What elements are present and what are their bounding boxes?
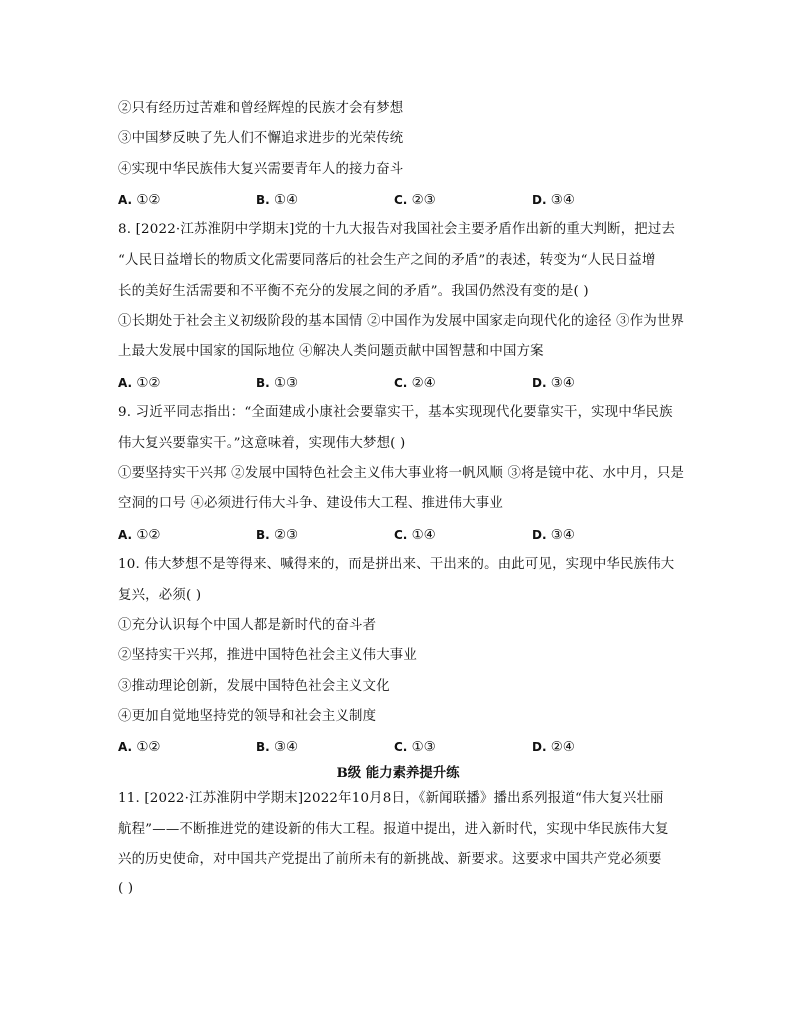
q9-stem-line: 9. 习近平同志指出：“全面建成小康社会要靠实干，基本实现现代化要靠实干，实现中华民族: [118, 405, 673, 420]
q8-stem-line: “人民日益增长的物质文化需要同落后的社会生产之间的矛盾”的表述，转变为“人民日益增: [118, 253, 656, 268]
q8-choice-line: ①长期处于社会主义初级阶段的基本国情 ②中国作为发展中国家走向现代化的途径 ③作为世界: [118, 314, 685, 329]
q7-item: ②只有经历过苦难和曾经辉煌的民族才会有梦想: [118, 101, 404, 116]
option-d: D. ③④: [532, 193, 575, 208]
option-b: B. ①③: [256, 376, 298, 391]
option-d: D. ③④: [532, 376, 575, 391]
option-a: A. ①②: [118, 376, 161, 391]
option-b: B. ①④: [256, 193, 298, 208]
q11-stem-line: 航程”——不断推进党的建设新的伟大工程。报道中提出，进入新时代，实现中华民族伟大复: [118, 822, 669, 837]
q7-item: ③中国梦反映了先人们不懈追求进步的光荣传统: [118, 131, 404, 146]
option-b: B. ②③: [256, 528, 298, 543]
q10-item: ②坚持实干兴邦，推进中国特色社会主义伟大事业: [118, 648, 417, 663]
q9-choice-line: ①要坚持实干兴邦 ②发展中国特色社会主义伟大事业将一帆风顺 ③将是镜中花、水中月，只是: [118, 466, 685, 481]
option-a: A. ①②: [118, 193, 161, 208]
q10-stem-line: 10. 伟大梦想不是等得来、喊得来的，而是拼出来、干出来的。由此可见，实现中华民族伟大: [118, 557, 675, 572]
option-c: C. ②③: [394, 193, 436, 208]
option-b: B. ③④: [256, 740, 298, 755]
option-c: C. ①④: [394, 528, 436, 543]
q10-item: ①充分认识每个中国人都是新时代的奋斗者: [118, 618, 377, 633]
q10-stem-line: 复兴，必须( ): [118, 588, 202, 603]
q9-choice-line: 空洞的口号 ④必须进行伟大斗争、建设伟大工程、推进伟大事业: [118, 496, 503, 511]
option-c: C. ②④: [394, 376, 436, 391]
q10-item: ③推动理论创新，发展中国特色社会主义文化: [118, 679, 390, 694]
section-b-title: B级 能力素养提升练: [336, 765, 460, 781]
q9-stem-line: 伟大复兴要靠实干。”这意味着，实现伟大梦想( ): [118, 436, 406, 451]
option-d: D. ③④: [532, 528, 575, 543]
q11-stem-line: ( ): [118, 881, 134, 896]
option-c: C. ①③: [394, 740, 436, 755]
q8-stem-line: 长的美好生活需要和不平衡不充分的发展之间的矛盾”。我国仍然没有变的是( ): [118, 284, 589, 299]
q11-stem-line: 11. [2022·江苏淮阴中学期末]2022年10月8日，《新闻联播》播出系列报道“伟大复兴壮丽: [118, 791, 664, 806]
q8-choice-line: 上最大发展中国家的国际地位 ④解决人类问题贡献中国智慧和中国方案: [118, 344, 544, 359]
option-d: D. ②④: [532, 740, 575, 755]
option-a: A. ①②: [118, 740, 161, 755]
q7-item: ④实现中华民族伟大复兴需要青年人的接力奋斗: [118, 162, 404, 177]
q8-stem-line: 8. [2022·江苏淮阴中学期末]党的十九大报告对我国社会主要矛盾作出新的重大判断，把过去: [118, 222, 676, 237]
q11-stem-line: 兴的历史使命，对中国共产党提出了前所未有的新挑战、新要求。这要求中国共产党必须要: [118, 852, 662, 867]
option-a: A. ①②: [118, 528, 161, 543]
q10-item: ④更加自觉地坚持党的领导和社会主义制度: [118, 709, 377, 724]
